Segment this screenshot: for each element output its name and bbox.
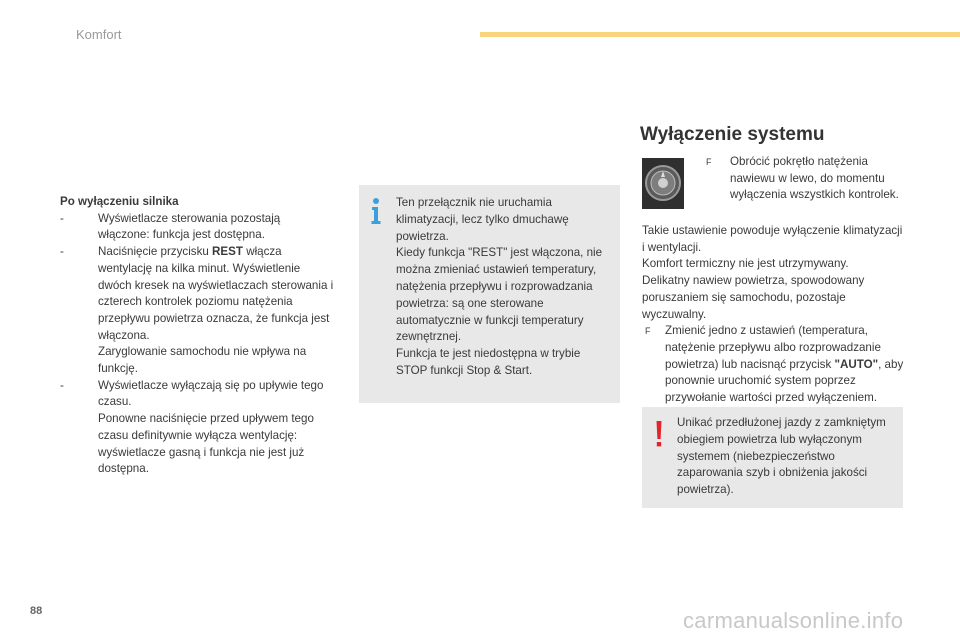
section-title: Komfort [76, 27, 122, 42]
list-dash: - [60, 211, 64, 225]
rest-button-label: REST [212, 245, 243, 259]
list-dash: - [60, 378, 64, 392]
system-off-title: Wyłączenie systemu [640, 124, 825, 145]
warning-text: Unikać przedłużonej jazdy z zamkniętym obiegiem powietrza lub wyłączonym systemem (niebezpieczeństwo zaparowania szyb i obniżenia jakości powietrza). [677, 416, 886, 497]
auto-button-label: "AUTO" [834, 357, 879, 371]
knob-instruction [706, 154, 906, 204]
item-text: Zaryglowanie samochodu nie wpływa na funkcję. [98, 345, 307, 376]
list-dash: - [60, 245, 64, 259]
watermark: carmanualsonline.info [683, 608, 904, 633]
description-paragraph: Takie ustawienie powoduje wyłączenie klimatyzacji i wentylacji. [642, 224, 903, 254]
info-text [396, 195, 614, 380]
info-box [359, 185, 620, 403]
info-line: Funkcja te jest niedostępna w trybie STOP funkcji Stop & Start. [396, 347, 581, 377]
after-engine-off-heading: Po wyłączeniu silnika [60, 195, 179, 208]
exclamation-icon [652, 421, 666, 447]
item-text: Ponowne naciśnięcie przed upływem tego czasu definitywnie wyłącza wentylację: wyświetlacze gasną i funkcja nie jest już dostępna. [98, 412, 314, 476]
item-text: Naciśnięcie przycisku REST włącza wentylację na kilka minut. Wyświetlenie dwóch kresek na wyświetlaczach sterowania i czterech kontrolek poziomu natężenia przepływu powietrza oznacza, że funkcja jest włączona. [98, 245, 334, 342]
description-paragraph: Komfort termiczny nie jest utrzymywany. [642, 257, 849, 271]
fan-knob-image [642, 158, 684, 209]
system-off-description [642, 223, 904, 407]
list-item [60, 244, 335, 378]
bullet-mark: F [645, 326, 651, 337]
bullet-mark: F [706, 157, 712, 167]
item-text: Wyświetlacze wyłączają się po upływie tego czasu. [98, 378, 324, 409]
warning-box [642, 407, 903, 508]
list-item [60, 211, 335, 244]
description-paragraph: Delikatny nawiew powietrza, spowodowany poruszaniem się samochodu, pozostaje wyczuwalny. [642, 274, 865, 321]
knob-instruction-text: Obrócić pokrętło natężenia nawiewu w lewo, do momentu wyłączenia wszystkich kontrolek. [730, 155, 899, 202]
page-number: 88 [30, 605, 43, 617]
info-icon [369, 197, 383, 225]
info-line: Kiedy funkcja "REST" jest włączona, nie można zmieniać ustawień temperatury, natężenia przepływu i rozprowadzania powietrza: są one sterowane automatycznie w funkcji temperatury zewnętrznej. [396, 246, 603, 344]
item-text: Wyświetlacze sterowania pozostają włączone: funkcja jest dostępna. [98, 211, 281, 242]
left-column [60, 194, 335, 478]
restart-instruction: F Zmienić jedno z ustawień (temperatura, natężenie przepływu albo rozprowadzanie powietrza) lub nacisnąć przycisk "AUTO", aby ponownie uruchomić system poprzez przywołanie wartości przed wyłączeniem. [645, 324, 904, 405]
header-accent-bar [480, 32, 960, 37]
list-item [60, 378, 335, 478]
info-line: Ten przełącznik nie uruchamia klimatyzacji, lecz tylko dmuchawę powietrza. [396, 196, 569, 243]
right-column [640, 123, 905, 147]
fan-knob-icon [642, 158, 684, 209]
